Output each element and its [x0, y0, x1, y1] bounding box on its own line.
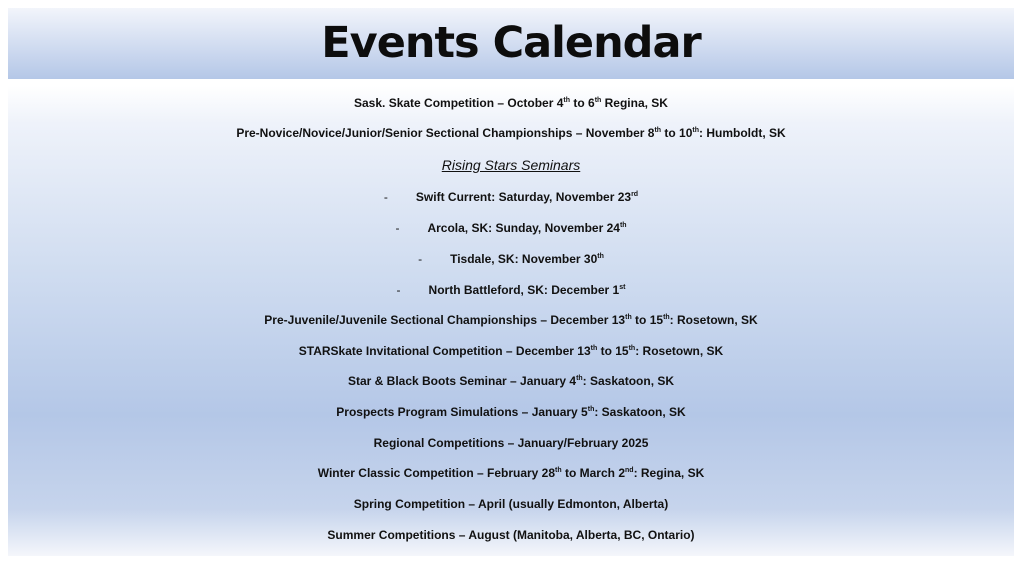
seminar-bullet: -: [383, 190, 388, 204]
seminar-bullet: -: [395, 221, 400, 235]
event-regional-competitions: Regional Competitions – January/February 2025: [373, 436, 649, 450]
events-list: [8, 86, 1014, 556]
event-winter-classic: Winter Classic Competition – February 28th to March 2nd: Regina, SK: [317, 466, 705, 480]
seminar-tisdale: - Tisdale, SK: November 30th: [418, 252, 604, 266]
event-star-black-boots: Star & Black Boots Seminar – January 4th: Saskatoon, SK: [347, 374, 675, 388]
event-starskate-invitational: STARSkate Invitational Competition – December 13th to 15th: Rosetown, SK: [298, 344, 724, 358]
event-sectional-championships: Pre-Novice/Novice/Junior/Senior Sectional Championships – November 8th to 10th: Humboldt, SK: [236, 126, 786, 140]
seminar-swift-current: - Swift Current: Saturday, November 23rd: [383, 190, 639, 204]
title-banner: [8, 8, 1014, 79]
event-spring-competition: Spring Competition – April (usually Edmonton, Alberta): [353, 497, 669, 511]
seminar-bullet: -: [396, 283, 401, 297]
seminar-bullet: -: [418, 252, 423, 266]
event-juvenile-sectionals: Pre-Juvenile/Juvenile Sectional Championships – December 13th to 15th: Rosetown, SK: [264, 313, 758, 327]
event-prospects-program: Prospects Program Simulations – January 5th: Saskatoon, SK: [336, 405, 686, 419]
page-title: Events Calendar: [321, 18, 701, 68]
seminars-heading: Rising Stars Seminars: [441, 157, 581, 173]
event-summer-competitions: Summer Competitions – August (Manitoba, Alberta, BC, Ontario): [327, 528, 695, 542]
event-sask-skate: Sask. Skate Competition – October 4th to 6th Regina, SK: [354, 96, 668, 110]
seminar-arcola: - Arcola, SK: Sunday, November 24th: [395, 221, 627, 235]
seminar-north-battleford: - North Battleford, SK: December 1st: [396, 283, 626, 297]
